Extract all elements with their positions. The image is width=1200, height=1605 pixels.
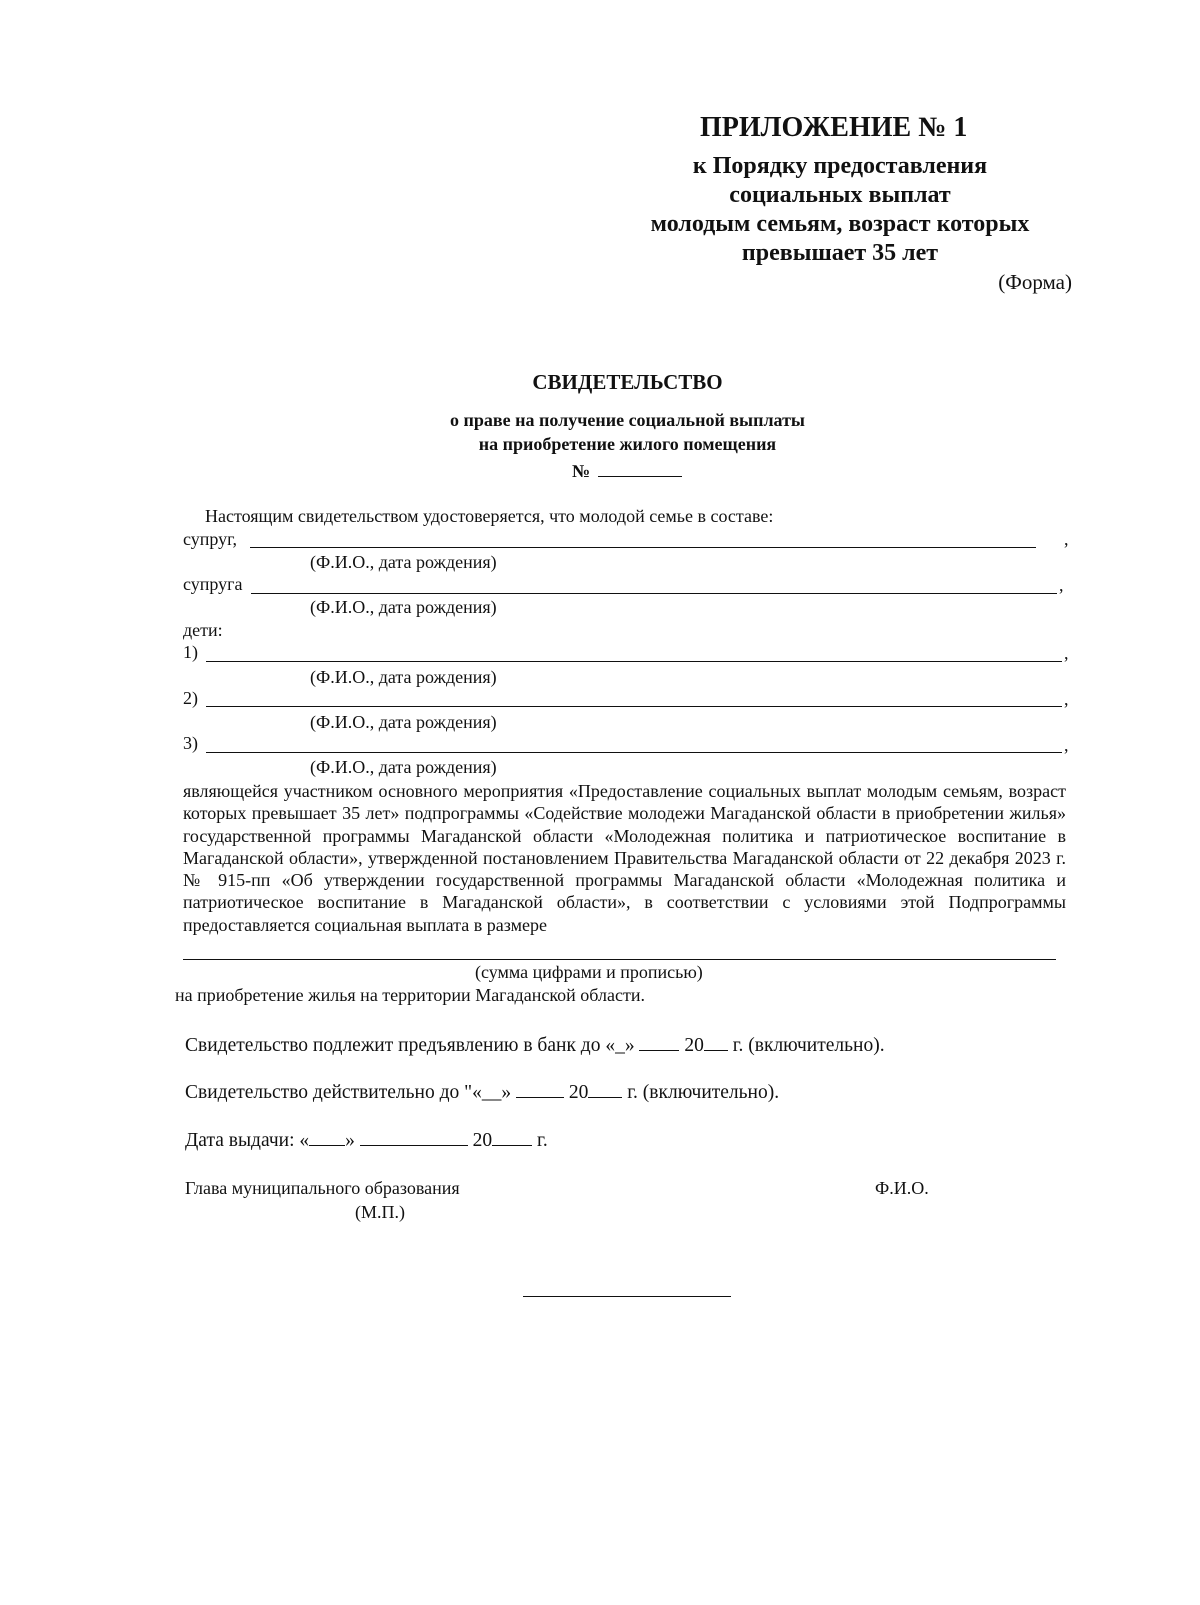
wife-name-field[interactable]: [251, 593, 1057, 594]
child-1-label: 1): [183, 642, 198, 662]
child-2-name-field[interactable]: [206, 706, 1062, 707]
appendix-title: ПРИЛОЖЕНИЕ № 1: [700, 112, 968, 143]
bank-deadline-suffix: г. (включительно).: [732, 1035, 885, 1056]
valid-until-line: [185, 1079, 779, 1104]
child-1-name-hint: (Ф.И.О., дата рождения): [310, 667, 497, 687]
valid-until-suffix: г. (включительно).: [627, 1082, 780, 1103]
child-2-name-hint: (Ф.И.О., дата рождения): [310, 712, 497, 732]
issue-date-suffix: г.: [537, 1130, 548, 1151]
children-label: дети:: [183, 620, 223, 640]
stamp-label: (М.П.): [355, 1202, 405, 1222]
closing-rule: [523, 1296, 731, 1297]
document-subtitle-line: о праве на получение социальной выплаты: [450, 410, 805, 430]
amount-hint: (сумма цифрами и прописью): [475, 962, 703, 982]
valid-until-prefix: Свидетельство действительно до "«__»: [185, 1082, 512, 1103]
signatory-name-label: Ф.И.О.: [875, 1178, 929, 1198]
bank-year-field[interactable]: [704, 1032, 728, 1051]
valid-year-prefix: 20: [568, 1082, 589, 1103]
amount-field[interactable]: [183, 959, 1056, 960]
child-1-comma: ,: [1064, 643, 1069, 663]
husband-name-hint: (Ф.И.О., дата рождения): [310, 552, 497, 572]
head-signature-label: Глава муниципального образования: [185, 1178, 460, 1198]
number-sign: №: [572, 461, 591, 481]
bank-deadline-prefix: Свидетельство подлежит предъявлению в банк до «_»: [185, 1035, 635, 1056]
bank-year-prefix: 20: [684, 1035, 704, 1056]
wife-label: супруга: [183, 574, 243, 594]
appendix-subtitle-line: молодым семьям, возраст которых: [650, 211, 1030, 237]
child-3-label: 3): [183, 733, 198, 753]
document-number: [572, 458, 682, 482]
document-subtitle-line: на приобретение жилого помещения: [478, 434, 777, 454]
bank-deadline-line: [185, 1032, 885, 1057]
document-subtitle: [0, 408, 1200, 456]
bank-month-field[interactable]: [639, 1032, 679, 1051]
appendix-subtitle-line: социальных выплат: [729, 182, 951, 208]
number-blank[interactable]: [598, 458, 682, 477]
child-3-comma: ,: [1064, 735, 1069, 755]
wife-name-hint: (Ф.И.О., дата рождения): [310, 597, 497, 617]
program-paragraph: являющейся участником основного мероприятия «Предоставление социальных выплат молодым семьям, возраст которых превышает 35 лет» подпрограммы «Содействие молодежи Магаданской области в приобретении жилья» государственной программы Магаданской области «Молодежная политика и патриотическое воспитание в Магаданской области», утвержденной постановлением Правительства Магаданской области от 22 декабря 2023 г. № 915-пп «Об утверждении государственной программы Магаданской области «Молодежная политика и патриотическое воспитание в Магаданской области», в соответствии с условиями этой Подпрограммы предоставляется социальная выплата в размере: [183, 781, 1066, 935]
valid-month-field[interactable]: [516, 1079, 564, 1098]
valid-year-field[interactable]: [588, 1079, 622, 1098]
purpose-text: на приобретение жилья на территории Магаданской области.: [175, 985, 645, 1005]
appendix-subtitle-line: превышает 35 лет: [741, 240, 939, 266]
issue-date-mid: »: [345, 1130, 355, 1151]
child-3-name-field[interactable]: [206, 752, 1062, 753]
appendix-subtitle: [610, 152, 1070, 268]
child-1-name-field[interactable]: [206, 661, 1062, 662]
issue-day-field[interactable]: [309, 1127, 345, 1146]
wife-comma: ,: [1059, 575, 1064, 595]
issue-date-line: [185, 1127, 548, 1152]
issue-year-field[interactable]: [492, 1127, 532, 1146]
child-2-comma: ,: [1064, 689, 1069, 709]
husband-comma: ,: [1064, 529, 1069, 549]
child-2-label: 2): [183, 688, 198, 708]
issue-month-field[interactable]: [360, 1127, 468, 1146]
family-intro: Настоящим свидетельством удостоверяется, что молодой семье в составе:: [205, 506, 774, 526]
issue-year-prefix: 20: [472, 1130, 493, 1151]
husband-name-field[interactable]: [250, 547, 1036, 548]
issue-date-prefix: Дата выдачи: «: [185, 1130, 310, 1151]
form-label: (Форма): [998, 270, 1072, 294]
appendix-subtitle-line: к Порядку предоставления: [692, 153, 988, 179]
document-title: СВИДЕТЕЛЬСТВО: [532, 370, 723, 394]
husband-label: супруг,: [183, 529, 237, 549]
child-3-name-hint: (Ф.И.О., дата рождения): [310, 757, 497, 777]
